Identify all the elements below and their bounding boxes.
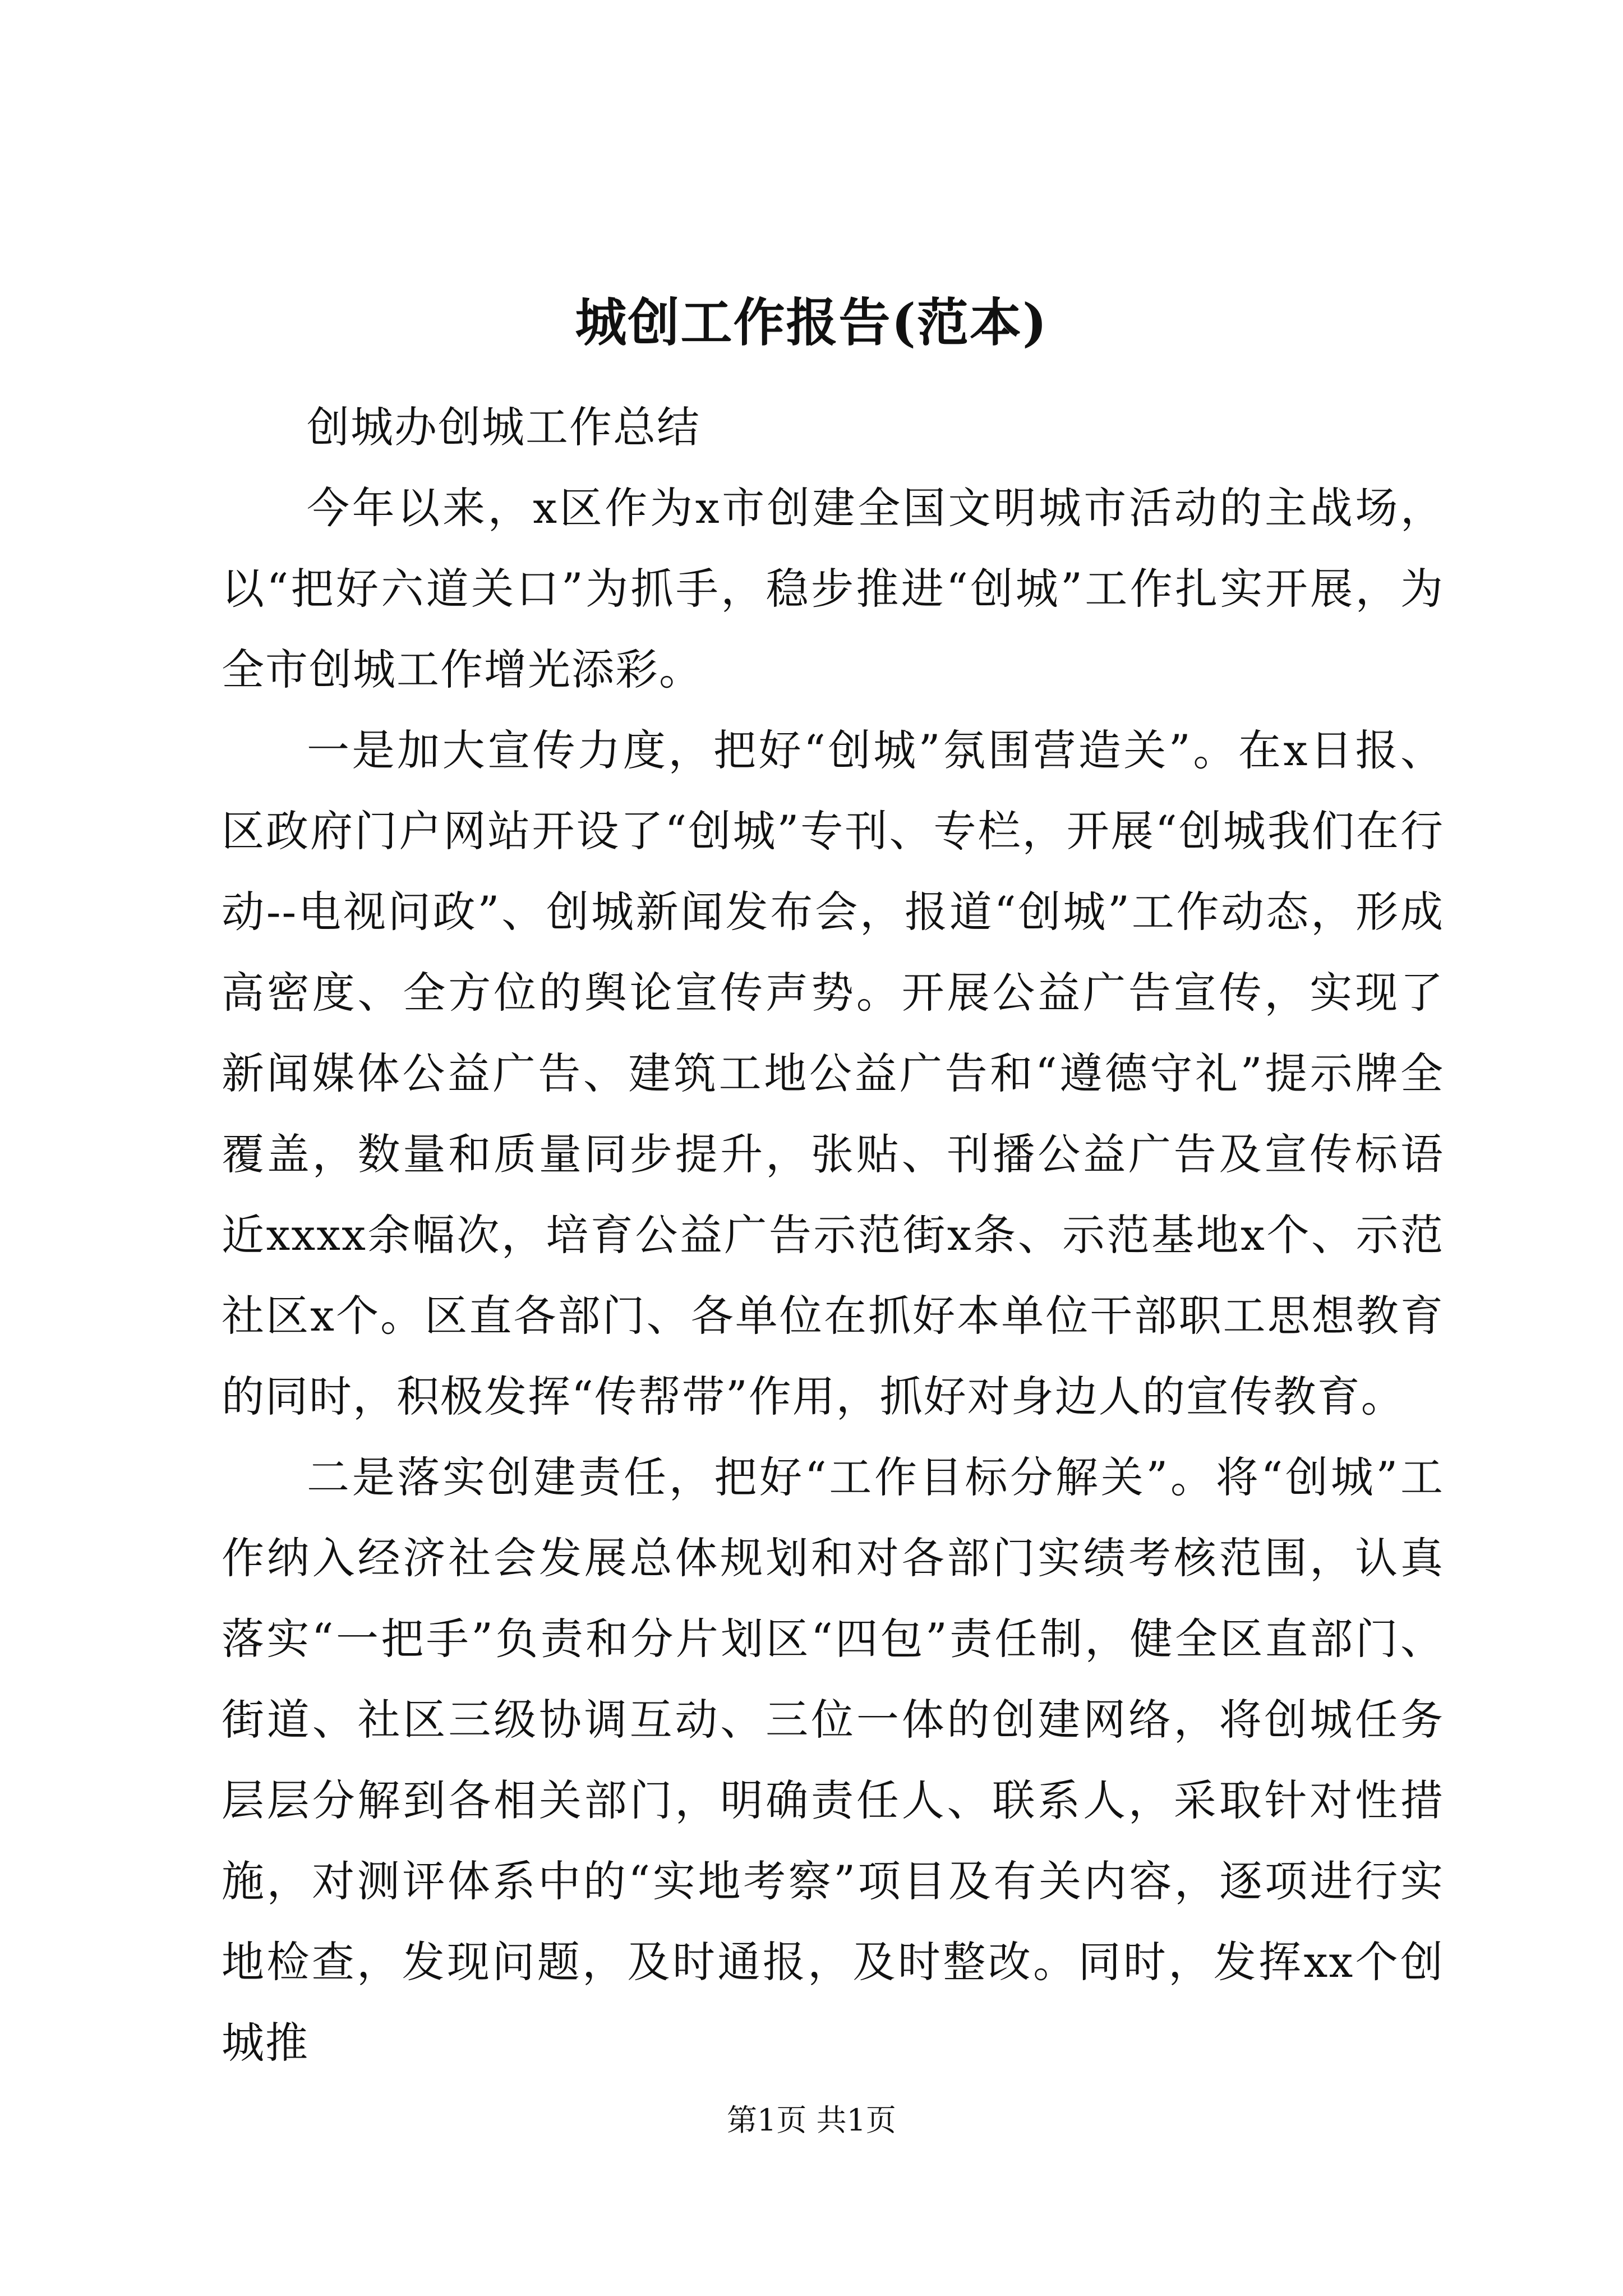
document-title: 城创工作报告(范本) [575, 292, 1048, 353]
paragraph-intro: 今年以来，x区作为x市创建全国文明城市活动的主战场，以“把好六道关口”为抓手，稳步推进“创城”工作扎实开展，为全市创城工作增光添彩。 [222, 483, 1444, 694]
paragraph-publicity: 一是加大宣传力度，把好“创城”氛围营造关”。在x日报、区政府门户网站开设了“创城”专刊、专栏，开展“创城我们在行动--电视问政”、创城新闻发布会，报道“创城”工作动态，形成高密度、全方位的舆论宣传声势。开展公益广告宣传，实现了新闻媒体公益广告、建筑工地公益广告和“遵德守礼”提示牌全覆盖，数量和质量同步提升，张贴、刊播公益广告及宣传标语近xxxx余幅次，培育公益广告示范街x条、示范基地x个、示范社区x个。区直各部门、各单位在抓好本单位干部职工思想教育的同时，积极发挥“传帮带”作用，抓好对身边人的宣传教育。 [222, 725, 1444, 1421]
paragraph-subtitle: 创城办创城工作总结 [307, 402, 700, 452]
page-number-footer: 第1页 共1页 [727, 2102, 896, 2138]
paragraph-responsibility: 二是落实创建责任，把好“工作目标分解关”。将“创城”工作纳入经济社会发展总体规划和对各部门实绩考核范围，认真落实“一把手”负责和分片划区“四包”责任制，健全区直部门、街道、社区三级协调互动、三位一体的创建网络，将创城任务层层分解到各相关部门，明确责任人、联系人，采取针对性措施，对测评体系中的“实地考察”项目及有关内容，逐项进行实地检查，发现问题，及时通报，及时整改。同时，发挥xx个创城推 [222, 1452, 1444, 2068]
document-body [222, 387, 1444, 2083]
